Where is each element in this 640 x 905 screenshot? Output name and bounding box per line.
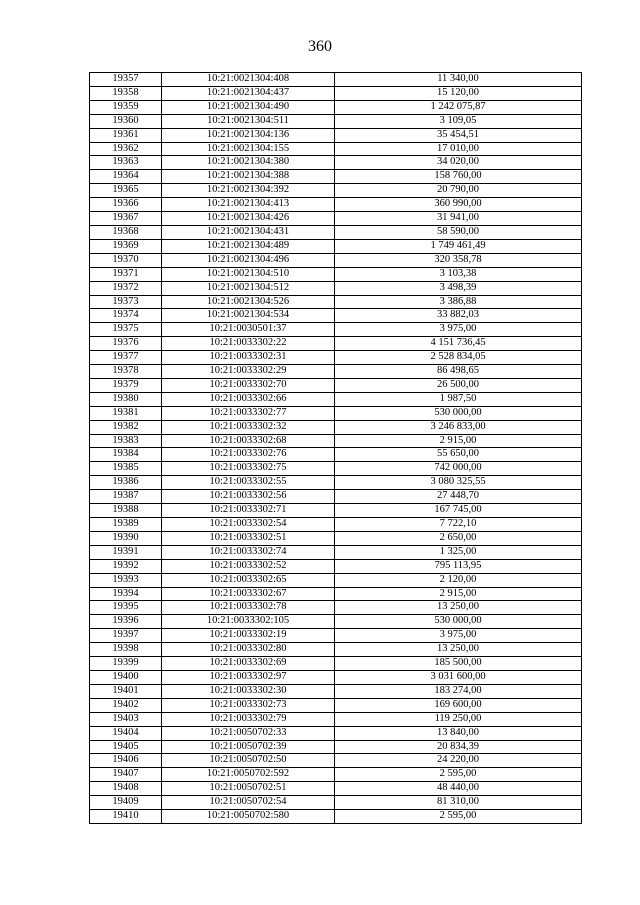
table-row [90,601,582,615]
table-row [90,406,582,420]
value-cell: 3 246 833,00 [335,420,582,434]
table-row [90,267,582,281]
row-number-cell: 19385 [90,462,162,476]
row-number-cell: 19366 [90,198,162,212]
value-cell: 20 790,00 [335,184,582,198]
value-cell: 26 500,00 [335,378,582,392]
value-cell: 11 340,00 [335,73,582,87]
value-cell: 158 760,00 [335,170,582,184]
value-cell: 15 120,00 [335,86,582,100]
value-cell: 48 440,00 [335,782,582,796]
cadastral-number-cell: 10:21:0033302:80 [162,643,335,657]
cadastral-number-cell: 10:21:0021304:489 [162,239,335,253]
cadastral-number-cell: 10:21:0021304:155 [162,142,335,156]
table-row [90,712,582,726]
cadastral-number-cell: 10:21:0033302:32 [162,420,335,434]
table-row [90,587,582,601]
table-row [90,726,582,740]
value-cell: 1 987,50 [335,392,582,406]
table-row [90,142,582,156]
row-number-cell: 19400 [90,670,162,684]
table-row [90,378,582,392]
value-cell: 3 975,00 [335,629,582,643]
table-row [90,365,582,379]
row-number-cell: 19365 [90,184,162,198]
page-number: 360 [308,38,332,55]
table-row [90,559,582,573]
value-cell: 20 834,39 [335,740,582,754]
value-cell: 7 722,10 [335,518,582,532]
table-row [90,114,582,128]
value-cell: 2 120,00 [335,573,582,587]
row-number-cell: 19362 [90,142,162,156]
row-number-cell: 19380 [90,392,162,406]
cadastral-number-cell: 10:21:0021304:426 [162,212,335,226]
row-number-cell: 19377 [90,351,162,365]
cadastral-number-cell: 10:21:0033302:74 [162,545,335,559]
table-row [90,198,582,212]
value-cell: 2 650,00 [335,531,582,545]
value-cell: 1 242 075,87 [335,100,582,114]
row-number-cell: 19371 [90,267,162,281]
value-cell: 2 595,00 [335,810,582,824]
value-cell: 3 031 600,00 [335,670,582,684]
cadastral-number-cell: 10:21:0021304:437 [162,86,335,100]
table-row [90,309,582,323]
cadastral-number-cell: 10:21:0033302:105 [162,615,335,629]
cadastral-number-cell: 10:21:0033302:79 [162,712,335,726]
cadastral-number-cell: 10:21:0033302:55 [162,476,335,490]
cadastral-number-cell: 10:21:0021304:413 [162,198,335,212]
row-number-cell: 19382 [90,420,162,434]
row-number-cell: 19395 [90,601,162,615]
cadastral-number-cell: 10:21:0021304:380 [162,156,335,170]
row-number-cell: 19379 [90,378,162,392]
table-row [90,434,582,448]
cadastral-number-cell: 10:21:0021304:388 [162,170,335,184]
table-row [90,420,582,434]
cadastral-number-cell: 10:21:0033302:52 [162,559,335,573]
cadastral-number-cell: 10:21:0033302:19 [162,629,335,643]
cadastral-number-cell: 10:21:0021304:511 [162,114,335,128]
value-cell: 81 310,00 [335,796,582,810]
value-cell: 4 151 736,45 [335,337,582,351]
cadastral-number-cell: 10:21:0021304:136 [162,128,335,142]
row-number-cell: 19397 [90,629,162,643]
value-cell: 31 941,00 [335,212,582,226]
row-number-cell: 19386 [90,476,162,490]
row-number-cell: 19403 [90,712,162,726]
value-cell: 58 590,00 [335,225,582,239]
row-number-cell: 19374 [90,309,162,323]
row-number-cell: 19399 [90,657,162,671]
value-cell: 3 975,00 [335,323,582,337]
cadastral-number-cell: 10:21:0033302:73 [162,698,335,712]
cadastral-number-cell: 10:21:0050702:54 [162,796,335,810]
table-row [90,212,582,226]
value-cell: 320 358,78 [335,253,582,267]
value-cell: 35 454,51 [335,128,582,142]
table-row [90,754,582,768]
table-row [90,504,582,518]
row-number-cell: 19410 [90,810,162,824]
row-number-cell: 19359 [90,100,162,114]
cadastral-number-cell: 10:21:0033302:51 [162,531,335,545]
table-row [90,337,582,351]
row-number-cell: 19387 [90,490,162,504]
cadastral-number-cell: 10:21:0021304:408 [162,73,335,87]
table-row [90,239,582,253]
cadastral-number-cell: 10:21:0033302:54 [162,518,335,532]
value-cell: 530 000,00 [335,406,582,420]
cadastral-number-cell: 10:21:0021304:512 [162,281,335,295]
value-cell: 119 250,00 [335,712,582,726]
row-number-cell: 19409 [90,796,162,810]
table-row [90,796,582,810]
row-number-cell: 19404 [90,726,162,740]
cadastral-number-cell: 10:21:0033302:75 [162,462,335,476]
value-cell: 360 990,00 [335,198,582,212]
value-cell: 2 595,00 [335,768,582,782]
table-row [90,629,582,643]
table-row [90,281,582,295]
table-row [90,253,582,267]
table-row [90,657,582,671]
row-number-cell: 19408 [90,782,162,796]
row-number-cell: 19363 [90,156,162,170]
value-cell: 185 500,00 [335,657,582,671]
row-number-cell: 19396 [90,615,162,629]
cadastral-number-cell: 10:21:0033302:65 [162,573,335,587]
value-cell: 3 103,38 [335,267,582,281]
row-number-cell: 19376 [90,337,162,351]
table-row [90,170,582,184]
value-cell: 2 915,00 [335,434,582,448]
value-cell: 3 386,88 [335,295,582,309]
table-row [90,490,582,504]
row-number-cell: 19384 [90,448,162,462]
table-row [90,670,582,684]
value-cell: 742 000,00 [335,462,582,476]
cadastral-number-cell: 10:21:0021304:431 [162,225,335,239]
table-row [90,73,582,87]
row-number-cell: 19370 [90,253,162,267]
table-row [90,782,582,796]
row-number-cell: 19388 [90,504,162,518]
cadastral-number-cell: 10:21:0021304:392 [162,184,335,198]
cadastral-number-cell: 10:21:0033302:56 [162,490,335,504]
value-cell: 33 882,03 [335,309,582,323]
row-number-cell: 19398 [90,643,162,657]
row-number-cell: 19394 [90,587,162,601]
cadastral-number-cell: 10:21:0021304:490 [162,100,335,114]
cadastral-value-table [89,72,582,824]
value-cell: 167 745,00 [335,504,582,518]
table-row [90,573,582,587]
cadastral-number-cell: 10:21:0033302:76 [162,448,335,462]
table-row [90,615,582,629]
row-number-cell: 19383 [90,434,162,448]
table-row [90,156,582,170]
row-number-cell: 19357 [90,73,162,87]
table-row [90,323,582,337]
value-cell: 55 650,00 [335,448,582,462]
row-number-cell: 19407 [90,768,162,782]
row-number-cell: 19358 [90,86,162,100]
cadastral-number-cell: 10:21:0033302:29 [162,365,335,379]
cadastral-number-cell: 10:21:0033302:30 [162,684,335,698]
row-number-cell: 19405 [90,740,162,754]
row-number-cell: 19402 [90,698,162,712]
cadastral-number-cell: 10:21:0050702:51 [162,782,335,796]
cadastral-number-cell: 10:21:0033302:68 [162,434,335,448]
row-number-cell: 19392 [90,559,162,573]
table-row [90,448,582,462]
table-row [90,810,582,824]
row-number-cell: 19360 [90,114,162,128]
cadastral-number-cell: 10:21:0021304:510 [162,267,335,281]
cadastral-number-cell: 10:21:0033302:97 [162,670,335,684]
table-row [90,184,582,198]
value-cell: 86 498,65 [335,365,582,379]
table-row [90,740,582,754]
table-row [90,545,582,559]
row-number-cell: 19372 [90,281,162,295]
row-number-cell: 19364 [90,170,162,184]
cadastral-number-cell: 10:21:0021304:496 [162,253,335,267]
table-row [90,684,582,698]
value-cell: 530 000,00 [335,615,582,629]
value-cell: 169 600,00 [335,698,582,712]
row-number-cell: 19391 [90,545,162,559]
row-number-cell: 19401 [90,684,162,698]
cadastral-number-cell: 10:21:0050702:50 [162,754,335,768]
row-number-cell: 19389 [90,518,162,532]
row-number-cell: 19368 [90,225,162,239]
table-row [90,462,582,476]
cadastral-number-cell: 10:21:0033302:77 [162,406,335,420]
table-row [90,100,582,114]
row-number-cell: 19373 [90,295,162,309]
table-row [90,643,582,657]
table-row [90,86,582,100]
row-number-cell: 19367 [90,212,162,226]
row-number-cell: 19406 [90,754,162,768]
table-row [90,531,582,545]
table-row [90,392,582,406]
value-cell: 13 250,00 [335,601,582,615]
cadastral-number-cell: 10:21:0033302:66 [162,392,335,406]
cadastral-number-cell: 10:21:0050702:580 [162,810,335,824]
table-row [90,351,582,365]
cadastral-number-cell: 10:21:0021304:526 [162,295,335,309]
row-number-cell: 19381 [90,406,162,420]
value-cell: 13 250,00 [335,643,582,657]
value-cell: 24 220,00 [335,754,582,768]
row-number-cell: 19369 [90,239,162,253]
value-cell: 27 448,70 [335,490,582,504]
cadastral-number-cell: 10:21:0033302:69 [162,657,335,671]
table-row [90,518,582,532]
cadastral-number-cell: 10:21:0033302:31 [162,351,335,365]
cadastral-number-cell: 10:21:0033302:67 [162,587,335,601]
table-row [90,698,582,712]
row-number-cell: 19361 [90,128,162,142]
table-row [90,768,582,782]
value-cell: 183 274,00 [335,684,582,698]
table-body [90,73,582,824]
cadastral-number-cell: 10:21:0021304:534 [162,309,335,323]
cadastral-number-cell: 10:21:0050702:39 [162,740,335,754]
cadastral-number-cell: 10:21:0033302:70 [162,378,335,392]
value-cell: 2 915,00 [335,587,582,601]
value-cell: 2 528 834,05 [335,351,582,365]
table-row [90,295,582,309]
row-number-cell: 19375 [90,323,162,337]
table-row [90,128,582,142]
value-cell: 34 020,00 [335,156,582,170]
cadastral-number-cell: 10:21:0033302:22 [162,337,335,351]
row-number-cell: 19393 [90,573,162,587]
cadastral-number-cell: 10:21:0050702:592 [162,768,335,782]
value-cell: 3 498,39 [335,281,582,295]
row-number-cell: 19390 [90,531,162,545]
cadastral-number-cell: 10:21:0030501:37 [162,323,335,337]
value-cell: 795 113,95 [335,559,582,573]
value-cell: 1 325,00 [335,545,582,559]
cadastral-number-cell: 10:21:0050702:33 [162,726,335,740]
table-row [90,476,582,490]
row-number-cell: 19378 [90,365,162,379]
cadastral-number-cell: 10:21:0033302:71 [162,504,335,518]
value-cell: 1 749 461,49 [335,239,582,253]
value-cell: 17 010,00 [335,142,582,156]
value-cell: 3 080 325,55 [335,476,582,490]
table-row [90,225,582,239]
cadastral-number-cell: 10:21:0033302:78 [162,601,335,615]
value-cell: 13 840,00 [335,726,582,740]
value-cell: 3 109,05 [335,114,582,128]
